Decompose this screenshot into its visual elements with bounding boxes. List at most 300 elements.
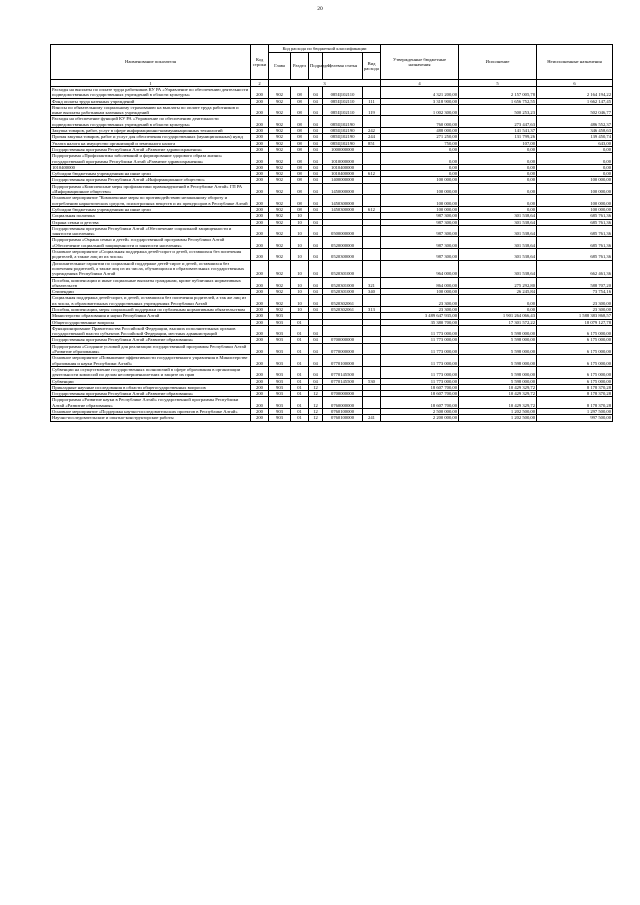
row-expense-type	[363, 183, 381, 195]
row-name: Прикладные научные исследования в области общегосударственных вопросов	[51, 384, 251, 390]
row-approved: 987 300,00	[381, 219, 459, 225]
row-expense-type: 111	[363, 98, 381, 104]
row-target-item: 085Ц102110	[323, 87, 363, 99]
row-approved: 100 000,00	[381, 183, 459, 195]
row-line-code: 200	[251, 140, 269, 146]
row-target-item: 1450000000	[323, 183, 363, 195]
row-unexecuted: 997 500,00	[537, 415, 613, 421]
row-executed: 273 447,63	[459, 116, 537, 128]
row-line-code: 200	[251, 337, 269, 343]
row-expense-type	[363, 343, 381, 355]
row-line-code: 200	[251, 343, 269, 355]
row-approved: 987 300,00	[381, 213, 459, 219]
row-chapter: 903	[269, 391, 291, 397]
column-index: 4	[381, 80, 459, 87]
table-row	[51, 104, 613, 116]
row-section: 08	[291, 140, 309, 146]
row-unexecuted: 23 300,00	[537, 306, 613, 312]
row-subsection: 04	[309, 164, 323, 170]
row-target-item: 0520000000	[323, 237, 363, 249]
row-section: 01	[291, 409, 309, 415]
row-chapter: 902	[269, 128, 291, 134]
row-name: Государственная программа Республики Алтай «Обеспечение социальной защищенности и занятости населения»	[51, 225, 251, 237]
table-row	[51, 355, 613, 367]
row-chapter: 903	[269, 313, 291, 319]
row-unexecuted: 6 175 000,00	[537, 355, 613, 367]
row-executed: 10 429 329,72	[459, 397, 537, 409]
row-approved: 11 773 000,00	[381, 366, 459, 378]
row-name: 1010400000	[51, 164, 251, 170]
row-name: Субвенции на осуществление государственных полномочий в сфере образования в организации деятельности комиссий по делам несовершеннолетних и защите их прав	[51, 366, 251, 378]
row-unexecuted: 100 000,00	[537, 183, 613, 195]
column-index: 3	[269, 80, 381, 87]
row-line-code: 200	[251, 213, 269, 219]
row-chapter: 902	[269, 295, 291, 307]
row-executed: 0,00	[459, 183, 537, 195]
row-unexecuted: 23 300,00	[537, 295, 613, 307]
row-subsection: 04	[309, 237, 323, 249]
row-approved: 964 000,00	[381, 260, 459, 277]
header-classification: Код расхода по бюджетной классификации	[269, 45, 381, 53]
row-expense-type: 612	[363, 206, 381, 212]
row-name: Охрана семьи и детства	[51, 219, 251, 225]
row-unexecuted: 18 079 127,78	[537, 319, 613, 325]
row-approved: 18 607 700,00	[381, 397, 459, 409]
table-row	[51, 116, 613, 128]
row-unexecuted: 139 450,74	[537, 134, 613, 140]
row-approved: 271 250,00	[381, 134, 459, 140]
row-section: 08	[291, 128, 309, 134]
row-line-code: 200	[251, 183, 269, 195]
row-section: 08	[291, 116, 309, 128]
row-section: 08	[291, 146, 309, 152]
row-executed: 0,00	[459, 164, 537, 170]
table-row	[51, 397, 613, 409]
row-chapter: 902	[269, 219, 291, 225]
row-approved: 750,00	[381, 140, 459, 146]
row-unexecuted: 502 046,77	[537, 104, 613, 116]
row-name: Субсидии бюджетным учреждениям на иные цели	[51, 206, 251, 212]
row-name: Основное мероприятие "Комплексные меры по противодействию незаконному обороту и потреблению наркотических средств, психотропных веществ и их прекурсоров в Республике Алтай	[51, 195, 251, 207]
row-chapter: 902	[269, 171, 291, 177]
row-name: Субсидии бюджетным учреждениям на иные цели	[51, 171, 251, 177]
row-executed: 5 598 000,00	[459, 378, 537, 384]
column-index: 5	[459, 80, 537, 87]
row-name: Расходы на выплаты по оплате труда работников КУ РА «Управление по обеспечению деятельности подведомственных государственных учреждений в области культуры»	[51, 87, 251, 99]
row-target-item: 0760100000	[323, 415, 363, 421]
row-approved: 100 000,00	[381, 289, 459, 295]
row-executed: 10 429 329,72	[459, 391, 537, 397]
row-approved: 23 300,00	[381, 295, 459, 307]
row-executed: 0,00	[459, 177, 537, 183]
header-expense-type: Вид расхода	[363, 53, 381, 80]
header-approved: Утвержденные бюджетные назначения	[381, 45, 459, 80]
row-line-code: 200	[251, 177, 269, 183]
row-subsection: 04	[309, 306, 323, 312]
row-subsection: 04	[309, 195, 323, 207]
row-target-item: 0770145500	[323, 366, 363, 378]
row-line-code: 200	[251, 171, 269, 177]
row-line-code: 200	[251, 397, 269, 409]
header-executed: Исполнение	[459, 45, 537, 80]
row-section: 08	[291, 171, 309, 177]
row-section: 01	[291, 337, 309, 343]
row-name: Подпрограмма «Профилактика заболеваний и формирование здорового образа жизни» государственной программы Республики Алтай «Развитие здравоохранения»	[51, 153, 251, 165]
row-target-item: 1450300000	[323, 195, 363, 207]
row-approved: 987 300,00	[381, 237, 459, 249]
row-chapter: 903	[269, 409, 291, 415]
row-executed: 0,00	[459, 295, 537, 307]
row-unexecuted: 2 164 194,22	[537, 87, 613, 99]
row-executed: 141 541,37	[459, 128, 537, 134]
row-target-item: 0770100000	[323, 355, 363, 367]
row-target-item: 0770145500	[323, 378, 363, 384]
row-executed: 5 598 000,00	[459, 343, 537, 355]
row-line-code: 200	[251, 366, 269, 378]
row-unexecuted: 486 552,37	[537, 116, 613, 128]
table-row	[51, 177, 613, 183]
header-section: Раздел	[291, 53, 309, 80]
row-target-item: 0760100000	[323, 409, 363, 415]
row-unexecuted: 0,00	[537, 153, 613, 165]
row-unexecuted: 0,00	[537, 171, 613, 177]
row-subsection: 12	[309, 397, 323, 409]
row-approved: 11 773 000,00	[381, 378, 459, 384]
header-chapter: Глава	[269, 53, 291, 80]
row-section: 01	[291, 384, 309, 390]
row-subsection: 04	[309, 140, 323, 146]
row-executed: 5 598 000,00	[459, 325, 537, 337]
row-expense-type	[363, 116, 381, 128]
row-section: 10	[291, 225, 309, 237]
row-approved: 3 489 647 935,00	[381, 313, 459, 319]
row-target-item: 0700000000	[323, 391, 363, 397]
row-approved: 0,00	[381, 153, 459, 165]
row-subsection: 12	[309, 415, 323, 421]
row-expense-type	[363, 195, 381, 207]
row-chapter: 902	[269, 153, 291, 165]
row-target-item: 1010400000	[323, 164, 363, 170]
row-section: 10	[291, 277, 309, 289]
row-target-item: 085Ц102190	[323, 128, 363, 134]
row-section: 08	[291, 164, 309, 170]
row-chapter: 902	[269, 140, 291, 146]
row-approved: 100 000,00	[381, 177, 459, 183]
table-row	[51, 391, 613, 397]
table-row	[51, 409, 613, 415]
row-unexecuted: 8 178 370,28	[537, 391, 613, 397]
row-expense-type	[363, 87, 381, 99]
header-unexecuted: Неисполненные назначения	[537, 45, 613, 80]
row-unexecuted: 685 761,36	[537, 225, 613, 237]
row-name: Стипендии	[51, 289, 251, 295]
row-executed: 1 202 500,00	[459, 409, 537, 415]
row-name: Государственная программа Республики Алтай «Развитие образования»	[51, 391, 251, 397]
row-chapter: 902	[269, 164, 291, 170]
row-executed: 0,00	[459, 206, 537, 212]
row-line-code: 200	[251, 289, 269, 295]
row-approved: 11 773 000,00	[381, 355, 459, 367]
row-line-code: 200	[251, 295, 269, 307]
row-section: 08	[291, 153, 309, 165]
row-approved: 18 607 700,00	[381, 384, 459, 390]
row-executed: 1 202 500,00	[459, 415, 537, 421]
row-target-item: 0520301000	[323, 289, 363, 295]
row-unexecuted: 6 175 000,00	[537, 343, 613, 355]
row-line-code: 200	[251, 384, 269, 390]
row-chapter: 902	[269, 98, 291, 104]
row-unexecuted: 685 761,36	[537, 237, 613, 249]
table-row	[51, 343, 613, 355]
row-chapter: 902	[269, 213, 291, 219]
row-expense-type	[363, 366, 381, 378]
row-approved: 987 300,00	[381, 249, 459, 261]
row-expense-type: 851	[363, 140, 381, 146]
row-section: 10	[291, 213, 309, 219]
row-unexecuted: 685 761,36	[537, 213, 613, 219]
row-executed: 301 538,64	[459, 225, 537, 237]
row-unexecuted: 6 175 000,00	[537, 325, 613, 337]
row-target-item	[323, 325, 363, 337]
row-chapter: 902	[269, 277, 291, 289]
row-section: 08	[291, 195, 309, 207]
row-name: Субвенции	[51, 378, 251, 384]
row-subsection: 04	[309, 355, 323, 367]
row-target-item: 1010000000	[323, 153, 363, 165]
row-executed: 17 301 572,22	[459, 319, 537, 325]
row-approved: 3 318 900,00	[381, 98, 459, 104]
row-unexecuted: 346 458,63	[537, 128, 613, 134]
row-section: 10	[291, 289, 309, 295]
row-name: Основное мероприятие «Поддержка научно-исследовательских проектов в Республике Алтай»	[51, 409, 251, 415]
row-chapter: 902	[269, 249, 291, 261]
table-row	[51, 306, 613, 312]
row-section: 08	[291, 183, 309, 195]
row-executed: 0,00	[459, 306, 537, 312]
row-target-item: 0700000000	[323, 337, 363, 343]
row-expense-type: 242	[363, 128, 381, 134]
row-chapter: 902	[269, 183, 291, 195]
row-subsection: 04	[309, 206, 323, 212]
row-name: Подпрограмма «Развитие науки в Республике Алтай» государственной программы Республики Алтай «Развитие образования»	[51, 397, 251, 409]
row-target-item: 0520301000	[323, 260, 363, 277]
header-name: Наименование показателя	[51, 45, 251, 80]
row-unexecuted: 0,00	[537, 146, 613, 152]
row-section: 08	[291, 98, 309, 104]
row-expense-type: 612	[363, 171, 381, 177]
row-section: 08	[291, 134, 309, 140]
row-line-code: 200	[251, 98, 269, 104]
row-unexecuted: 6 175 000,00	[537, 366, 613, 378]
row-approved: 987 300,00	[381, 225, 459, 237]
row-expense-type: 244	[363, 134, 381, 140]
row-executed: 0,00	[459, 146, 537, 152]
row-name: Функционирование Правительства Российской Федерации, высших исполнительных органов государственной власти субъектов Российской Федерации, местных администраций	[51, 325, 251, 337]
row-unexecuted: 100 000,00	[537, 177, 613, 183]
row-line-code: 200	[251, 164, 269, 170]
row-executed: 26 245,84	[459, 289, 537, 295]
table-row	[51, 366, 613, 378]
row-section: 08	[291, 177, 309, 183]
row-line-code: 200	[251, 415, 269, 421]
table-row	[51, 337, 613, 343]
row-subsection: 04	[309, 225, 323, 237]
row-chapter: 902	[269, 289, 291, 295]
row-executed: 0,00	[459, 195, 537, 207]
row-subsection: 04	[309, 146, 323, 152]
row-line-code: 200	[251, 134, 269, 140]
header-line-code: Код строки	[251, 45, 269, 80]
row-expense-type	[363, 153, 381, 165]
row-chapter: 902	[269, 195, 291, 207]
row-executed: 5 598 000,00	[459, 366, 537, 378]
row-subsection: 04	[309, 128, 323, 134]
row-line-code: 200	[251, 260, 269, 277]
row-unexecuted: 588 707,20	[537, 277, 613, 289]
row-section: 01	[291, 391, 309, 397]
row-line-code: 200	[251, 325, 269, 337]
row-name: Уплата налога на имущество организаций и земельного налога	[51, 140, 251, 146]
row-unexecuted: 8 178 370,28	[537, 397, 613, 409]
row-name: Общегосударственные вопросы	[51, 319, 251, 325]
row-unexecuted: 643,00	[537, 140, 613, 146]
row-line-code: 200	[251, 87, 269, 99]
table-row	[51, 128, 613, 134]
row-subsection: 04	[309, 378, 323, 384]
table-row	[51, 134, 613, 140]
row-name: Прочая закупка товаров, работ и услуг для обеспечения государственных (муниципальных) нужд	[51, 134, 251, 140]
row-executed: 5 598 000,00	[459, 337, 537, 343]
budget-execution-table	[50, 44, 613, 422]
row-subsection: 12	[309, 409, 323, 415]
row-chapter: 902	[269, 134, 291, 140]
row-name: Закупка товаров, работ, услуг в сфере информационно-коммуникационных технологий	[51, 128, 251, 134]
row-section: 01	[291, 378, 309, 384]
row-chapter: 902	[269, 177, 291, 183]
row-name: Государственная программа Республики Алтай «Развитие образования»	[51, 337, 251, 343]
table-row	[51, 87, 613, 99]
row-subsection: 04	[309, 295, 323, 307]
row-chapter: 903	[269, 343, 291, 355]
row-expense-type	[363, 237, 381, 249]
row-subsection: 04	[309, 260, 323, 277]
row-subsection: 04	[309, 134, 323, 140]
row-subsection: 04	[309, 116, 323, 128]
row-section: 08	[291, 87, 309, 99]
row-executed: 10 429 329,72	[459, 384, 537, 390]
row-section: 08	[291, 104, 309, 116]
row-unexecuted: 73 754,16	[537, 289, 613, 295]
row-unexecuted: 6 175 000,00	[537, 378, 613, 384]
row-section: 10	[291, 249, 309, 261]
row-approved: 1 002 300,00	[381, 104, 459, 116]
row-chapter: 903	[269, 325, 291, 337]
row-unexecuted: 685 761,36	[537, 249, 613, 261]
row-name: Научно-исследовательские и опытно-конструкторские работы	[51, 415, 251, 421]
row-name: Государственная программа Республики Алтай «Информационное общество»	[51, 177, 251, 183]
row-unexecuted: 100 000,00	[537, 206, 613, 212]
row-approved: 35 380 700,00	[381, 319, 459, 325]
row-section: 01	[291, 325, 309, 337]
column-index: 1	[51, 80, 251, 87]
row-name: Пособия, компенсации и иные социальные выплаты гражданам, кроме публичных нормативных обязательств	[51, 277, 251, 289]
row-subsection: 04	[309, 153, 323, 165]
row-target-item: 0520300000	[323, 249, 363, 261]
row-line-code: 200	[251, 153, 269, 165]
row-name: Расходы на обеспечение функций КУ РА «Управление по обеспечению деятельности подведомственных государственных учреждений в области культуры»	[51, 116, 251, 128]
row-target-item: 1400000000	[323, 177, 363, 183]
row-expense-type	[363, 225, 381, 237]
row-line-code: 200	[251, 195, 269, 207]
row-executed: 275 292,80	[459, 277, 537, 289]
column-index: 2	[251, 80, 269, 87]
row-section: 10	[291, 219, 309, 225]
row-approved: 488 000,00	[381, 128, 459, 134]
row-executed: 1 656 752,55	[459, 98, 537, 104]
row-expense-type: 241	[363, 415, 381, 421]
row-approved: 4 321 200,00	[381, 87, 459, 99]
row-line-code: 200	[251, 306, 269, 312]
row-executed: 0,00	[459, 171, 537, 177]
row-chapter: 902	[269, 306, 291, 312]
row-subsection: 04	[309, 219, 323, 225]
row-name: Министерство образования и науки Республики Алтай	[51, 313, 251, 319]
row-line-code: 200	[251, 219, 269, 225]
row-name: Подпрограмма «Создание условий для реализации государственной программы Республики Алтай «Развитие образования»	[51, 343, 251, 355]
row-section: 01	[291, 366, 309, 378]
row-unexecuted: 1 297 500,00	[537, 409, 613, 415]
row-expense-type: 313	[363, 306, 381, 312]
row-approved: 11 773 000,00	[381, 337, 459, 343]
row-unexecuted: 100 000,00	[537, 195, 613, 207]
row-target-item: 085Ц102190	[323, 116, 363, 128]
row-expense-type: 530	[363, 378, 381, 384]
row-line-code: 200	[251, 225, 269, 237]
row-expense-type	[363, 325, 381, 337]
table-row	[51, 206, 613, 212]
row-target-item: 085Ц102110	[323, 104, 363, 116]
row-subsection: 04	[309, 289, 323, 295]
table-row	[51, 277, 613, 289]
row-line-code: 200	[251, 355, 269, 367]
row-line-code: 200	[251, 116, 269, 128]
row-chapter: 903	[269, 355, 291, 367]
row-chapter: 903	[269, 384, 291, 390]
row-target-item: 085Ц102190	[323, 140, 363, 146]
row-section: 01	[291, 415, 309, 421]
row-line-code: 200	[251, 319, 269, 325]
row-chapter: 902	[269, 104, 291, 116]
table-row	[51, 237, 613, 249]
row-subsection: 12	[309, 391, 323, 397]
table-row	[51, 171, 613, 177]
row-name: Пособия, компенсации, меры социальной поддержки по публичным нормативным обязательствам	[51, 306, 251, 312]
row-approved: 2 500 000,00	[381, 409, 459, 415]
row-subsection: 04	[309, 325, 323, 337]
row-executed: 500 253,23	[459, 104, 537, 116]
row-line-code: 200	[251, 409, 269, 415]
row-name: Социальная политика	[51, 213, 251, 219]
row-approved: 18 607 700,00	[381, 391, 459, 397]
row-subsection: 04	[309, 104, 323, 116]
row-executed: 1 901 264 066,43	[459, 313, 537, 319]
row-target-item: 0760000000	[323, 397, 363, 409]
row-chapter: 903	[269, 366, 291, 378]
row-chapter: 902	[269, 206, 291, 212]
row-line-code: 200	[251, 146, 269, 152]
row-expense-type: 119	[363, 104, 381, 116]
row-line-code: 200	[251, 391, 269, 397]
